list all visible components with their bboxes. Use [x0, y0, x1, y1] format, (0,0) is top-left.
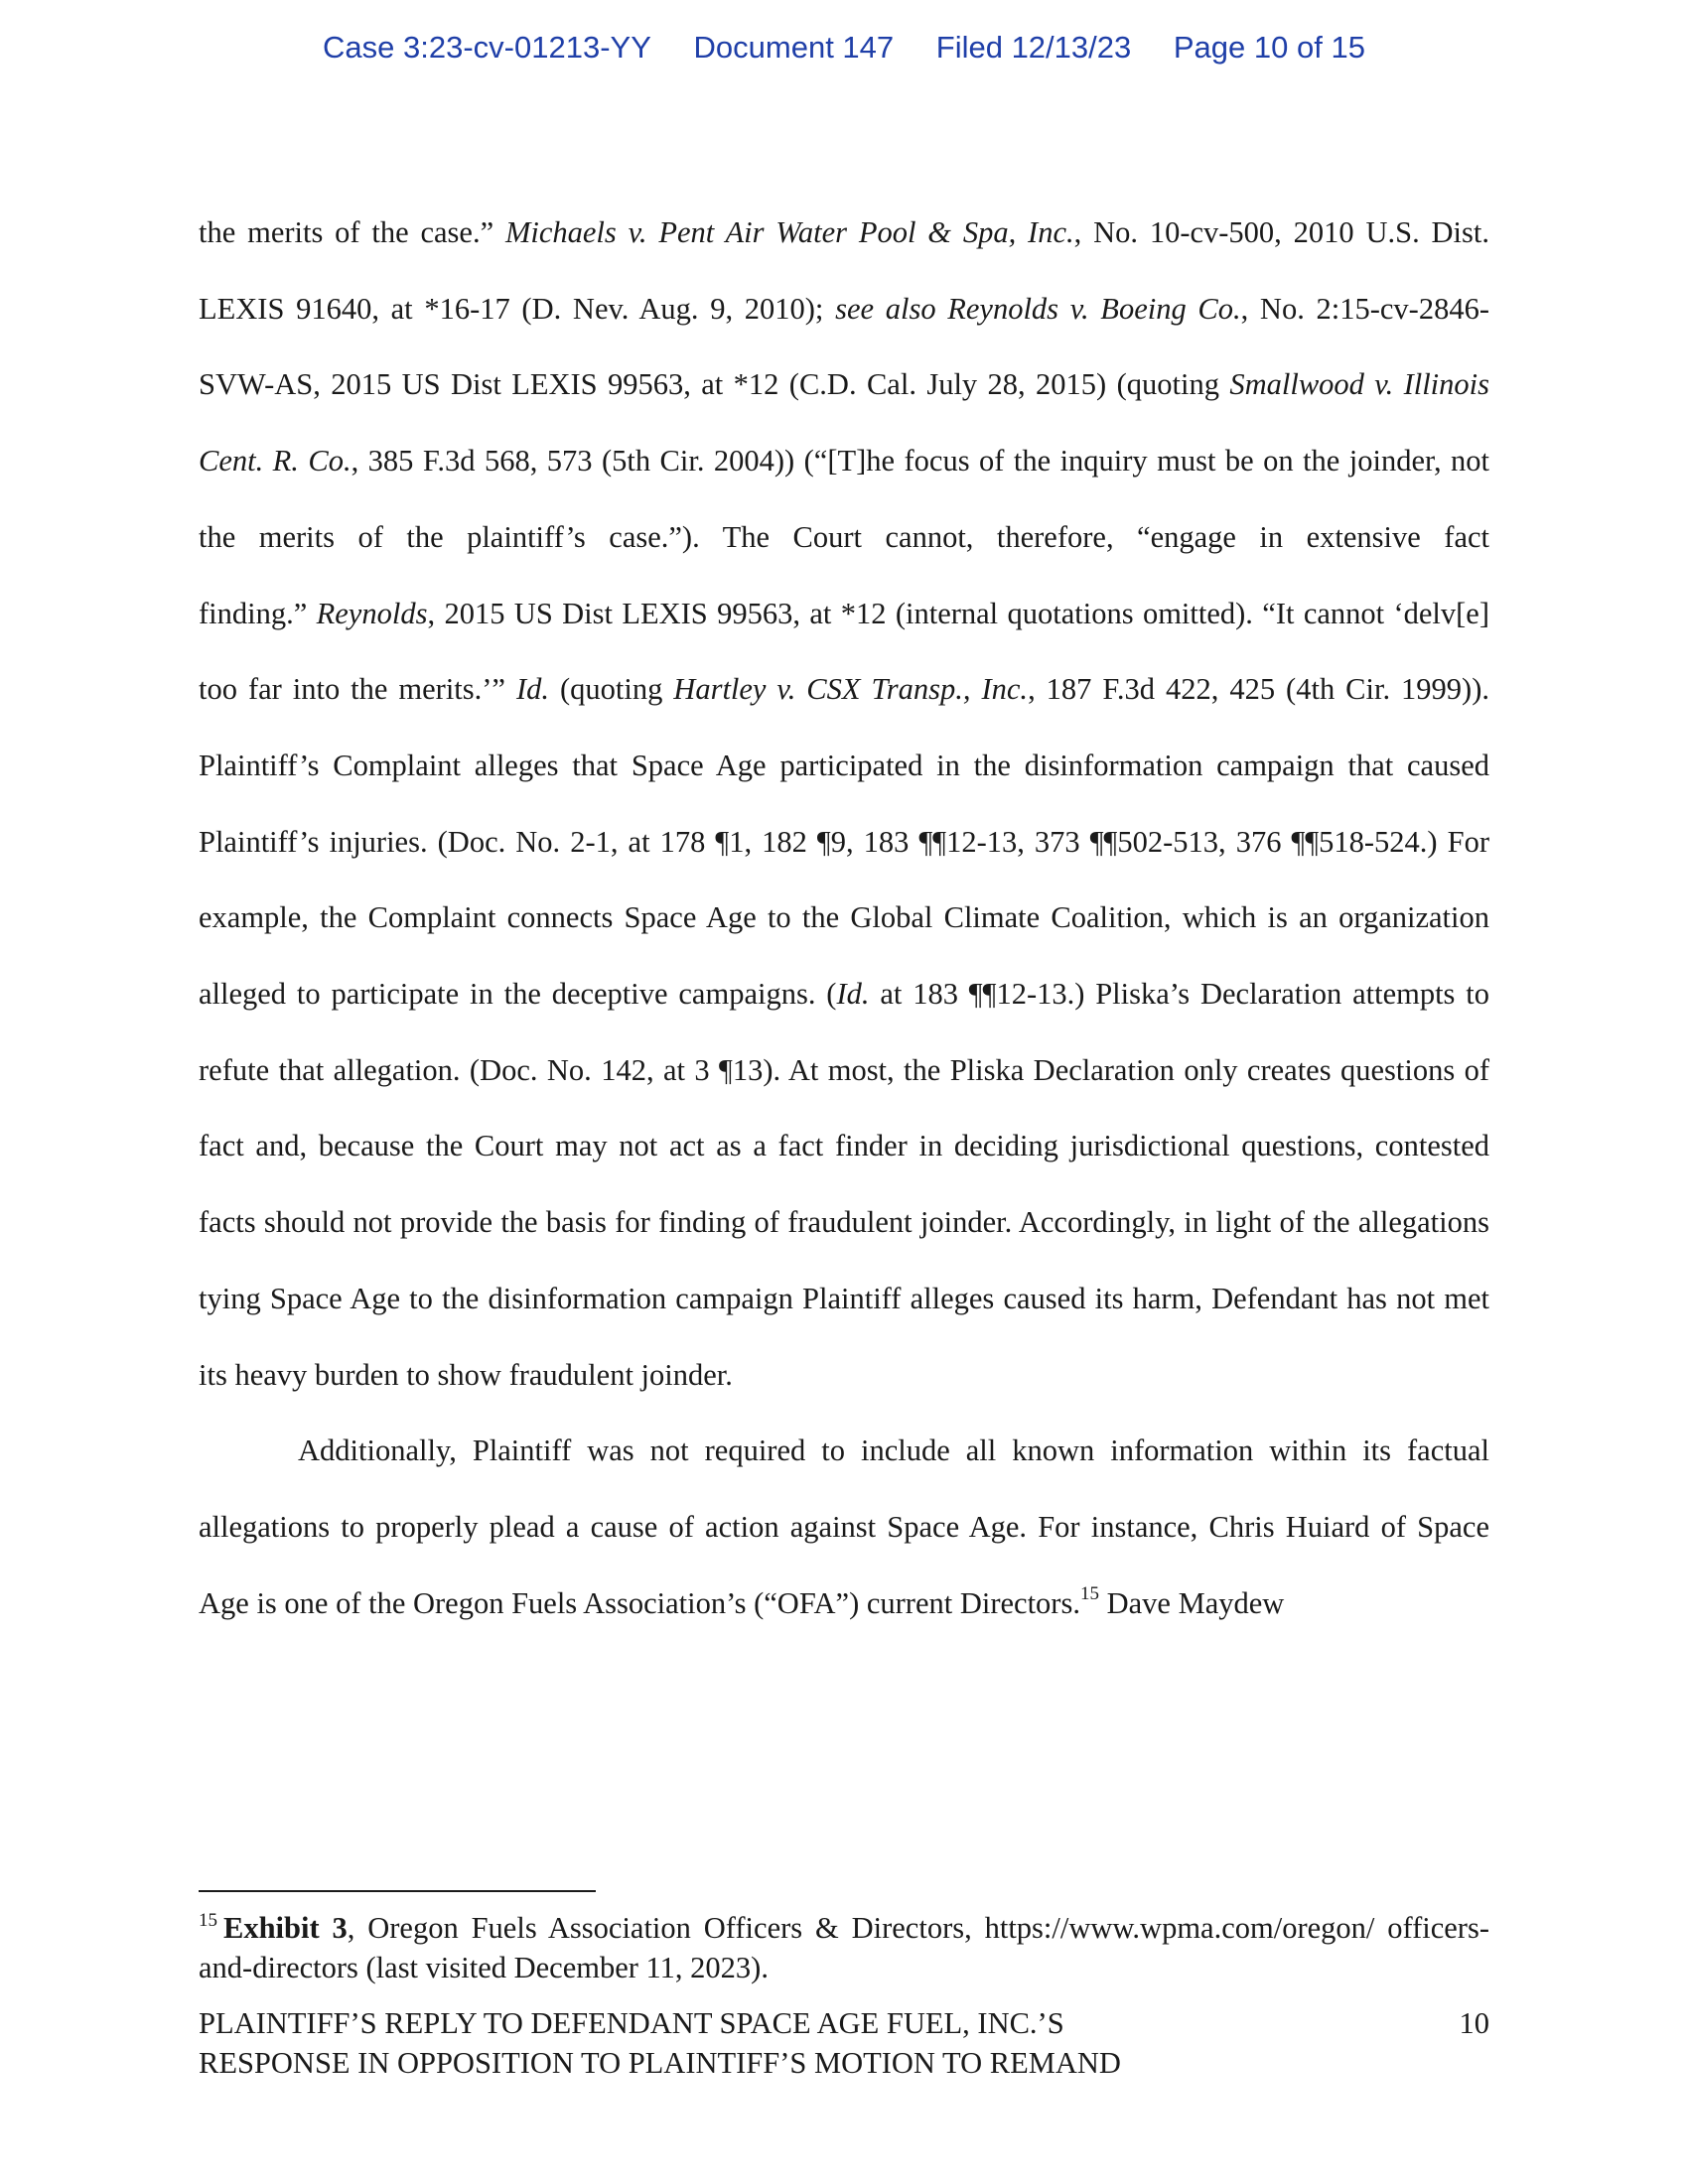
- text-run: Additionally, Plaintiff was not required to include all known information within its factual allegations to properly plead a cause of action against Space Age. For instance, Chris Huiard of Space Age is one of the Oregon Fuels Association’s (“OFA”) current Directors.: [199, 1433, 1489, 1620]
- case-citation: Id.: [836, 977, 870, 1012]
- footnote-separator: [199, 1890, 596, 1892]
- footnote-text: , Oregon Fuels Association Officers & Directors, https://www.wpma.com/oregon/ officers-and-directors (last visited December 11, 2023).: [199, 1911, 1489, 1984]
- filed-date: Filed 12/13/23: [935, 30, 1132, 65]
- case-citation: Michaels v. Pent Air Water Pool & Spa, Inc.: [504, 215, 1074, 249]
- text-run: , 2015 US Dist LEXIS 99563, at *12 (internal quotations omitted). “It cannot ‘delv[e] too far into the merits.’”: [199, 596, 1489, 707]
- case-number: Case 3:23-cv-01213-YY: [323, 30, 651, 65]
- text-run: (quoting: [549, 672, 674, 707]
- paragraph-continued: [199, 195, 1489, 1413]
- page-footer: [199, 2003, 1489, 2083]
- text-run: , No. 10-cv-500, 2010 U.S. Dist. LEXIS 91640, at *16-17 (D. Nev. Aug. 9, 2010);: [199, 215, 1489, 326]
- text-run: , 187 F.3d 422, 425 (4th Cir. 1999)). Plaintiff’s Complaint alleges that Space Age participated in the disinformation campaign that caused Plaintiff’s injuries. (Doc. No. 2-1, at 178 ¶1, 182 ¶9, 183 ¶¶12-13, 373 ¶¶502-513, 376 ¶¶518-524.) For example, the Complaint connects Space Age to the Global Climate Coalition, which is an organization alleged to participate in the deceptive campaigns. (: [199, 672, 1489, 1012]
- text-run: Dave Maydew: [1098, 1585, 1285, 1620]
- case-citation: see also Reynolds v. Boeing Co.: [835, 291, 1241, 326]
- ecf-filing-header: [0, 30, 1688, 66]
- footer-title-line: PLAINTIFF’S REPLY TO DEFENDANT SPACE AGE FUEL, INC.’S: [199, 2006, 1064, 2040]
- footnote-exhibit-label: Exhibit 3: [223, 1911, 348, 1945]
- footnote: [199, 1908, 1489, 1987]
- page-indicator: Page 10 of 15: [1173, 30, 1365, 65]
- document-number: Document 147: [693, 30, 895, 65]
- page-number: 10: [1459, 2006, 1489, 2040]
- case-citation: Hartley v. CSX Transp., Inc.: [673, 672, 1029, 707]
- text-run: the merits of the case.”: [199, 215, 505, 249]
- text-run: , 385 F.3d 568, 573 (5th Cir. 2004)) (“[T]he focus of the inquiry must be on the joinder, not the merits of the plaintiff’s case.”). The Court cannot, therefore, “engage in extensive fact finding.”: [199, 444, 1489, 630]
- paragraph: [199, 1413, 1489, 1641]
- case-citation: Id.: [515, 672, 549, 707]
- footer-title: [199, 2003, 1370, 2083]
- case-citation: Smallwood v. Illinois Cent. R. Co.: [199, 367, 1489, 478]
- footer-title-line: RESPONSE IN OPPOSITION TO PLAINTIFF’S MOTION TO REMAND: [199, 2046, 1121, 2080]
- footnote-reference[interactable]: 15: [1079, 1582, 1099, 1604]
- footnote-number: 15: [199, 1909, 217, 1931]
- text-run: , No. 2:15-cv-2846-SVW-AS, 2015 US Dist LEXIS 99563, at *12 (C.D. Cal. July 28, 2015) (quoting: [199, 291, 1489, 402]
- document-body: [199, 195, 1489, 1641]
- case-citation: Reynolds: [316, 596, 428, 630]
- text-run: at 183 ¶¶12-13.) Pliska’s Declaration attempts to refute that allegation. (Doc. No. 142, at 3 ¶13). At most, the Pliska Declaration only creates questions of fact and, because the Court may not act as a fact finder in deciding jurisdictional questions, contested facts should not provide the basis for finding of fraudulent joinder. Accordingly, in light of the allegations tying Space Age to the disinformation campaign Plaintiff alleges caused its harm, Defendant has not met its heavy burden to show fraudulent joinder.: [199, 977, 1489, 1392]
